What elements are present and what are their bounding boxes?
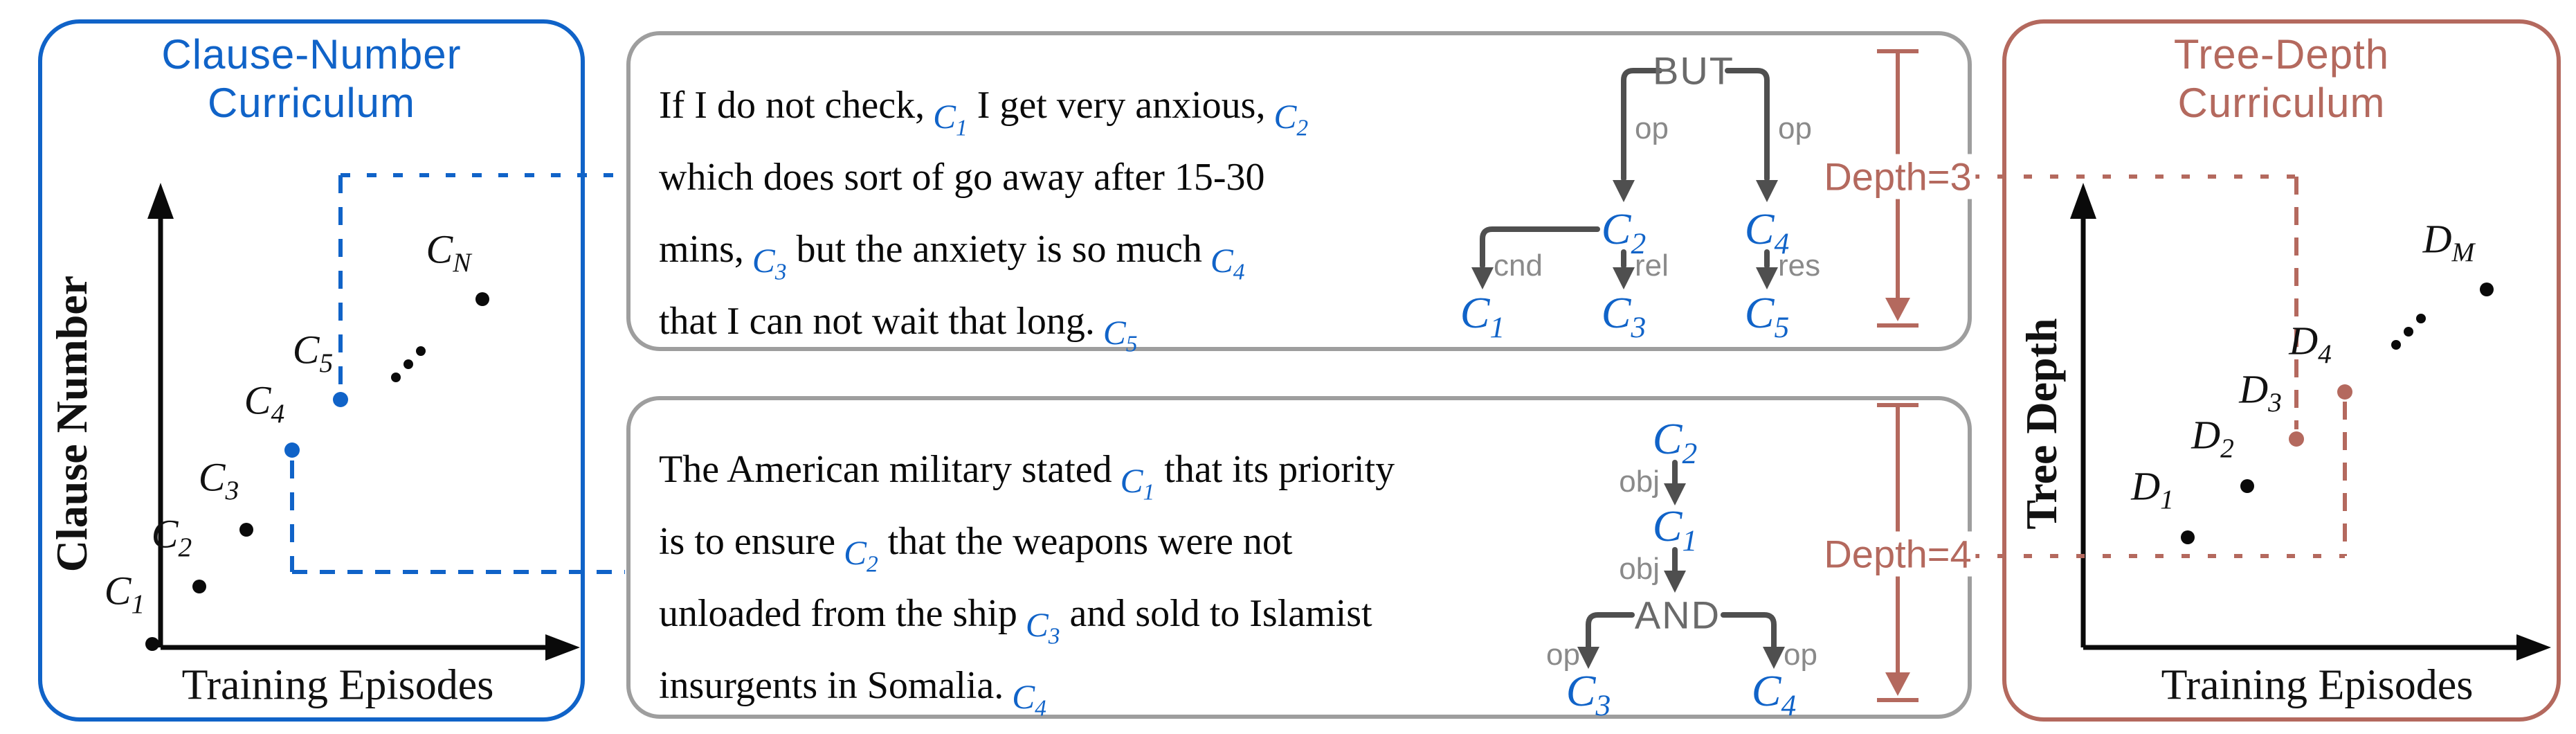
tree-node-c4: $C_4$ <box>1744 204 1790 260</box>
edge-label-obj2: obj <box>1619 552 1660 586</box>
sentence-text: The American military stated <box>659 448 1112 491</box>
left-x-axis-arrow-icon <box>545 634 580 661</box>
label-c1: $C_1$ <box>104 568 145 620</box>
sentence-text: mins, <box>659 228 744 271</box>
measure-arrow-icon <box>1885 298 1910 321</box>
tree-node-c3: $C_3$ <box>1601 288 1647 344</box>
edge-label-res: res <box>1778 249 1821 283</box>
right-x-axis-arrow-icon <box>2516 634 2551 661</box>
clause-marker-c2: $C_2$ <box>844 533 878 578</box>
point-d2 <box>2240 479 2254 493</box>
left-y-axis-label: Clause Number <box>47 275 96 573</box>
sentence-text: I get very anxious, <box>977 84 1266 127</box>
top-sentence-line1 <box>659 69 1318 143</box>
edge-label-op-right: op <box>1784 638 1817 672</box>
right-y-axis-arrow-icon <box>2070 183 2096 219</box>
top-sentence-line4 <box>659 285 1147 359</box>
point-d1 <box>2181 530 2195 544</box>
tree-node-c2: $C_2$ <box>1601 204 1647 260</box>
right-title-line2: Curriculum <box>2177 80 2386 126</box>
point-c2 <box>192 580 206 593</box>
label-cn: $C_N$ <box>426 226 471 278</box>
bottom-sentence-line4 <box>659 650 1056 723</box>
sentence-text: that I can not wait that long. <box>659 300 1095 343</box>
arrowhead-icon <box>1613 180 1635 202</box>
edge-label-op-right: op <box>1778 111 1812 145</box>
label-d2: $D_2$ <box>2191 412 2234 464</box>
sentence-text: which does sort of go away after 15-30 <box>659 156 1265 199</box>
ellipsis-dot <box>403 359 413 369</box>
right-title-line1: Tree-Depth <box>2173 31 2390 78</box>
bottom-sentence-line1 <box>659 433 1395 507</box>
point-c3 <box>239 523 253 537</box>
point-cn <box>475 292 489 306</box>
left-y-axis-arrow-icon <box>147 183 174 219</box>
right-axes <box>2070 183 2551 661</box>
clause-marker-c1: $C_1$ <box>933 97 968 141</box>
arrowhead-icon <box>1613 267 1635 289</box>
arrowhead-icon <box>1756 267 1778 289</box>
top-sentence-line3 <box>659 213 1255 287</box>
edge-and-c4 <box>1723 615 1774 647</box>
ellipsis-dot <box>391 373 401 382</box>
ellipsis-dot <box>416 346 426 356</box>
clause-marker-c2: $C_2$ <box>1273 97 1309 141</box>
left-x-axis-label: Training Episodes <box>181 661 494 709</box>
arrowhead-icon <box>1471 267 1494 289</box>
edge-label-op-left: op <box>1635 111 1669 145</box>
arrowhead-icon <box>1756 180 1778 202</box>
right-panel-title <box>2002 30 2561 127</box>
measure-arrow-icon <box>1885 672 1910 696</box>
tree-node-c1: $C_1$ <box>1460 288 1505 344</box>
point-dm <box>2480 283 2494 296</box>
right-y-axis-label: Tree Depth <box>2017 318 2066 530</box>
tree-node-but: BUT <box>1653 48 1734 93</box>
clause-marker-c4: $C_4$ <box>1012 677 1046 722</box>
sentence-text: insurgents in Somalia. <box>659 664 1004 707</box>
point-c4-highlight <box>284 442 300 458</box>
edge-and-c3 <box>1588 615 1632 647</box>
sentence-text: that the weapons were not <box>887 520 1293 563</box>
depth-3-label: Depth=3 <box>1820 154 1975 199</box>
bottom-sentence-line3 <box>659 578 1372 651</box>
tree-node-c1: $C_1$ <box>1652 501 1698 557</box>
label-d1: $D_1$ <box>2131 463 2174 515</box>
edge-label-op-left: op <box>1546 638 1580 672</box>
point-c5-highlight <box>333 392 348 407</box>
right-x-axis-label: Training Episodes <box>2161 661 2474 709</box>
label-dm: $D_M$ <box>2422 216 2475 268</box>
left-title-line2: Curriculum <box>207 80 416 126</box>
left-panel-title <box>38 30 585 127</box>
sentence-text: but the anxiety is so much <box>796 228 1202 271</box>
tree-node-c2: $C_2$ <box>1652 414 1698 470</box>
label-c2: $C_2$ <box>151 511 192 563</box>
tree-node-c5: $C_5$ <box>1744 288 1790 344</box>
label-c4: $C_4$ <box>244 377 285 429</box>
edge-label-rel: rel <box>1635 249 1669 283</box>
clause-marker-c5: $C_5$ <box>1103 313 1138 357</box>
label-d4: $D_4$ <box>2289 318 2332 370</box>
ellipsis-dot <box>2404 327 2413 337</box>
sentence-text: is to ensure <box>659 520 836 563</box>
sentence-text: unloaded from the ship <box>659 592 1017 635</box>
arrowhead-icon <box>1664 571 1686 593</box>
clause-marker-c1: $C_1$ <box>1120 461 1155 505</box>
ellipsis-dot <box>2416 314 2426 323</box>
sentence-text: and sold to Islamist <box>1069 592 1372 635</box>
clause-marker-c3: $C_3$ <box>752 241 787 285</box>
clause-marker-c4: $C_4$ <box>1210 241 1245 285</box>
label-d3: $D_3$ <box>2239 366 2282 418</box>
top-sentence-line2 <box>659 141 1265 213</box>
bottom-tree-edges <box>1577 463 1785 669</box>
point-d4-highlight <box>2337 384 2352 400</box>
label-c5: $C_5$ <box>292 327 334 379</box>
left-title-line1: Clause-Number <box>161 31 462 78</box>
tree-node-and: AND <box>1634 593 1721 637</box>
clause-marker-c3: $C_3$ <box>1025 605 1060 650</box>
depth-4-label: Depth=4 <box>1820 532 1975 577</box>
tree-node-c4: $C_4$ <box>1751 666 1797 722</box>
point-c1 <box>145 637 159 651</box>
edge-label-obj1: obj <box>1619 465 1660 499</box>
bottom-sentence-line2 <box>659 505 1292 579</box>
edge-label-cnd: cnd <box>1494 249 1543 283</box>
point-d3-highlight <box>2289 431 2304 447</box>
label-c3: $C_3$ <box>198 454 239 506</box>
sentence-text: that its priority <box>1164 448 1395 491</box>
tree-node-c3: $C_3$ <box>1566 666 1611 722</box>
left-axes <box>147 183 580 661</box>
ellipsis-dot <box>2391 340 2401 350</box>
sentence-text: If I do not check, <box>659 84 925 127</box>
